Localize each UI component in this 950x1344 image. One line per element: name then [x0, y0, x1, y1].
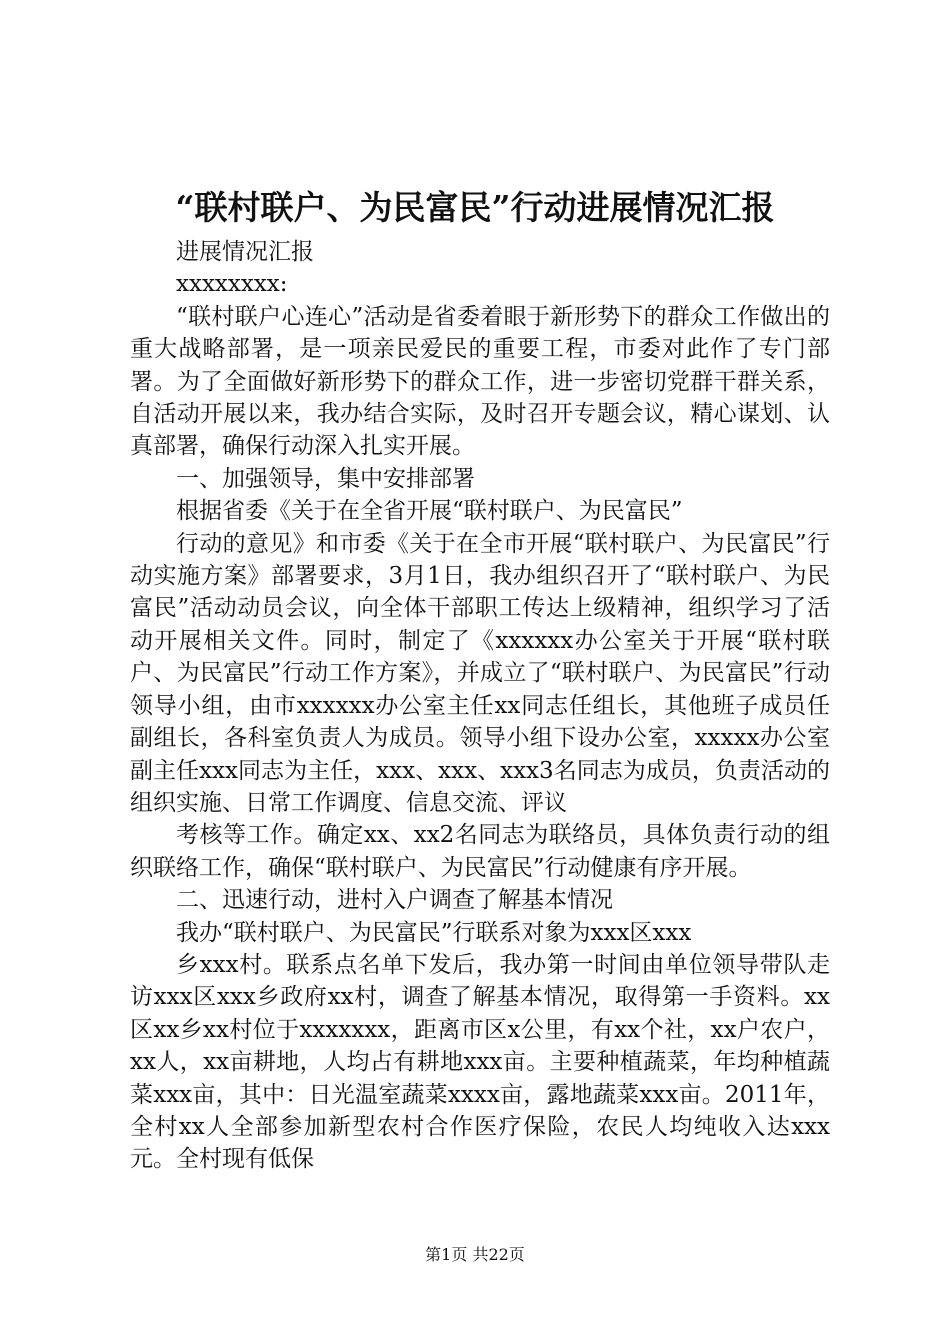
section-heading-1: 一、加强领导，集中安排部署 — [176, 465, 475, 492]
section-1-paragraph-3: 考核等工作。确定xx、xx2名同志为联络员，具体负责行动的组织联络工作，确保“联村联户、为民富民”行动健康有序开展。 — [130, 822, 830, 881]
section-1-paragraph-1: 根据省委《关于在全省开展“联村联户、为民富民” — [176, 498, 683, 525]
salutation-paragraph: xxxxxxxx: — [176, 271, 288, 298]
document-body — [130, 236, 830, 1176]
section-heading-2: 二、迅速行动，进村入户调查了解基本情况 — [176, 887, 613, 914]
section-1-paragraph-2: 行动的意见》和市委《关于在全市开展“联村联户、为民富民”行动实施方案》部署要求，3月1日，我办组织召开了“联村联户、为民富民”活动动员会议，向全体干部职工传达上级精神，组织学习了活动开展相关文件。同时，制定了《xxxxxx办公室关于开展“联村联户、为民富民”行动工作方案》，并成立了“联村联户、为民富民”行动领导小组，由市xxxxxx办公室主任xx同志任组长，其他班子成员任副组长，各科室负责人为成员。领导小组下设办公室，xxxxx办公室副主任xxx同志为主任，xxx、xxx、xxx3名同志为成员，负责活动的组织实施、日常工作调度、信息交流、评议 — [130, 530, 830, 816]
section-2-paragraph-2: 乡xxx村。联系点名单下发后，我办第一时间由单位领导带队走访xxx区xxx乡政府xx村，调查了解基本情况，取得第一手资料。xx区xx乡xx村位于xxxxxxx，距离市区x公里，有xx个社，xx户农户，xx人，xx亩耕地，人均占有耕地xxx亩。主要种植蔬菜，年均种植蔬菜xxx亩，其中：日光温室蔬菜xxxx亩，露地蔬菜xxx亩。2011年，全村xx人全部参加新型农村合作医疗保险，农民人均纯收入达xxx元。全村现有低保 — [130, 951, 830, 1173]
intro-paragraph: “联村联户心连心”活动是省委着眼于新形势下的群众工作做出的重大战略部署，是一项亲民爱民的重要工程，市委对此作了专门部署。为了全面做好新形势下的群众工作，进一步密切党群干群关系，自活动开展以来，我办结合实际，及时召开专题会议，精心谋划、认真部署，确保行动深入扎实开展。 — [130, 303, 830, 460]
document-title: “联村联户、为民富民”行动进展情况汇报 — [175, 188, 775, 227]
subtitle-paragraph: 进展情况汇报 — [176, 239, 314, 265]
section-2-paragraph-1: 我办“联村联户、为民富民”行联系对象为xxx区xxx — [176, 919, 692, 946]
page-number-footer: 第1页 共22页 — [425, 1245, 525, 1264]
